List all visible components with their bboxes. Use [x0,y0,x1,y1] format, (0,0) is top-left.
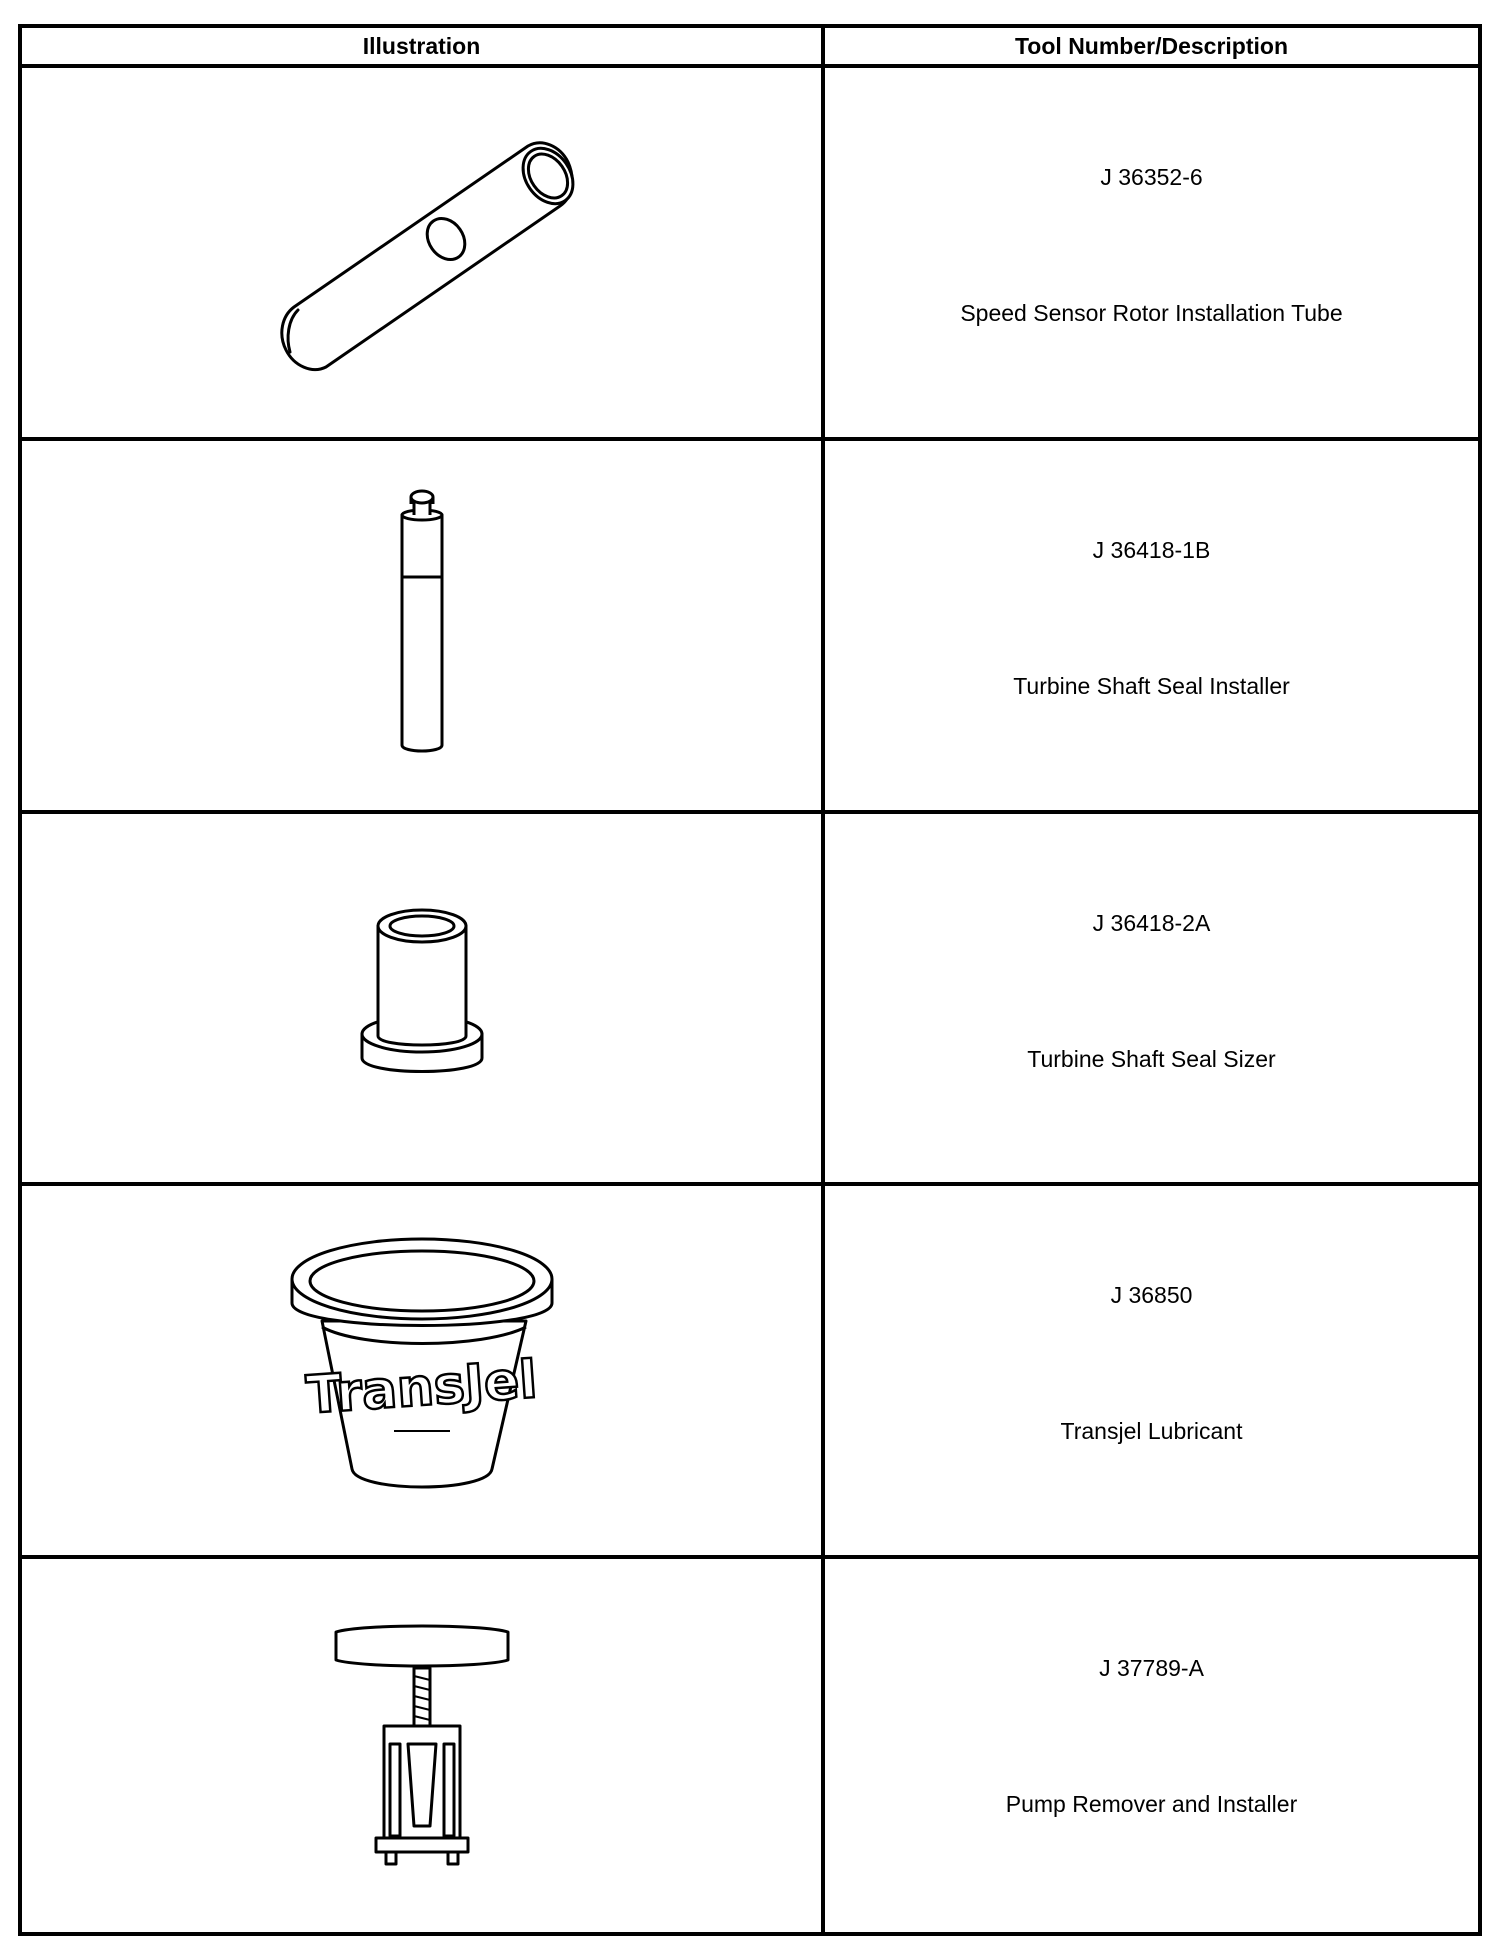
tool-description: Turbine Shaft Seal Installer [1013,672,1290,699]
table-row-illustration [22,1186,825,1559]
table-row-description [825,1186,1478,1559]
tool-number: J 37789-A [1099,1655,1204,1682]
tool-number: J 36418-2A [1092,909,1211,936]
tool-description: Transjel Lubricant [1060,1418,1243,1445]
lubricant-jar-icon [282,1231,562,1511]
tool-number: J 36418-1B [1092,536,1211,563]
seal-sizer-icon [342,898,502,1098]
table-row-illustration [22,1559,825,1932]
tool-number: J 36850 [1110,1282,1193,1309]
table-row-description [825,1559,1478,1932]
header-illustration-label: Illustration [362,32,481,59]
header-tool-description [825,28,1478,68]
table-row-description [825,441,1478,814]
tool-number: J 36352-6 [1100,164,1203,190]
tool-description: Speed Sensor Rotor Installation Tube [960,300,1343,326]
header-tool-label: Tool Number/Description [1014,32,1289,59]
transjel-logo: TransJel [304,1349,539,1426]
pump-remover-icon [322,1616,522,1876]
shaft-installer-icon [362,475,482,775]
tube-icon [242,122,602,382]
table-row-description [825,68,1478,441]
tool-description: Turbine Shaft Seal Sizer [1027,1045,1276,1072]
header-illustration [22,28,825,68]
table-row-illustration [22,68,825,441]
table-row-description [825,814,1478,1187]
tool-table [18,24,1482,1936]
table-row-illustration [22,814,825,1187]
tool-description: Pump Remover and Installer [1005,1791,1298,1818]
table-row-illustration [22,441,825,814]
